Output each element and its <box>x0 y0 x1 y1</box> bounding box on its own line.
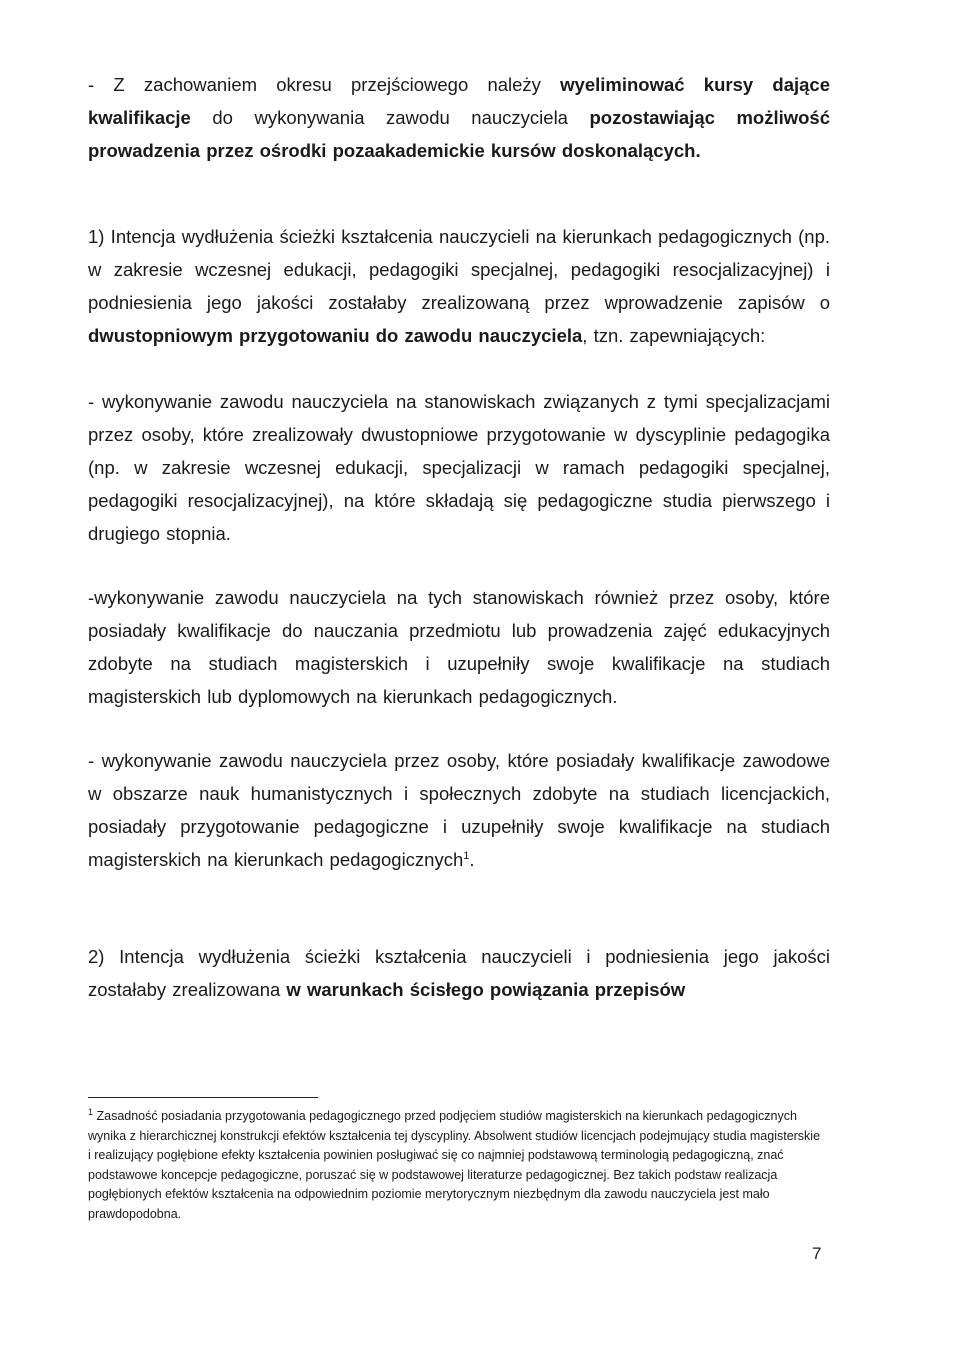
text: . <box>469 849 475 870</box>
footnote-separator <box>88 1097 318 1098</box>
footnote-text: Zasadność posiadania przygotowania pedagogicznego przed podjęciem studiów magisterskich na kierunkach pedagogicznych wynika z hierarchicznej konstrukcji efektów kształcenia tej dyscypliny. Absolwent studiów licencjach podejmujący studia magisterskie i realizujący pogłębione efekty kształcenia powinien posługiwać się co najmniej podstawową terminologią pedagogiczną, znać podstawowe koncepcje pedagogiczne, poruszać się w podstawowej literaturze pedagogicznej. Bez takich podstaw realizacja pogłębionych efektów kształcenia na odpowiednim poziomie merytorycznym niezbędnym dla zawodu nauczyciela jest mało prawdopodobna. <box>88 1109 821 1221</box>
bold-text: pozostawiając możliwość prowadzenia przez ośrodki pozaakademickie kursów doskonalących. <box>88 107 830 161</box>
paragraph-courses <box>88 68 830 167</box>
text: - wykonywanie zawodu nauczyciela przez osoby, które posiadały kwalifikacje zawodowe w obszarze nauk humanistycznych i społecznych zdobyte na studiach licencjackich, posiadały przygotowanie pedagogiczne i uzupełniły swoje kwalifikacje na studiach magisterskich na kierunkach pedagogicznych <box>88 750 830 870</box>
bold-text: dwustopniowym przygotowaniu do zawodu nauczyciela <box>88 325 583 346</box>
document-body <box>88 68 830 1006</box>
bold-text: w warunkach ścisłego powiązania przepisów <box>286 979 686 1000</box>
paragraph-bullet-masters: -wykonywanie zawodu nauczyciela na tych stanowiskach również przez osoby, które posiadały kwalifikacje do nauczania przedmiotu lub prowadzenia zajęć edukacyjnych zdobyte na studiach magisterskich i uzupełniły swoje kwalifikacje na studiach magisterskich lub dyplomowych na kierunkach pedagogicznych. <box>88 587 830 707</box>
paragraph-intention-2 <box>88 940 830 1006</box>
paragraph-bullet-licencjat <box>88 744 830 876</box>
footnote <box>88 1107 823 1224</box>
text: do wykonywania zawodu nauczyciela <box>190 107 590 128</box>
paragraph-intention-1 <box>88 220 830 352</box>
footnote-reference[interactable]: 1 <box>463 849 470 862</box>
text: , tzn. zapewniających: <box>582 325 766 346</box>
footnote-marker: 1 <box>88 1106 94 1117</box>
paragraph-bullet-specializations: - wykonywanie zawodu nauczyciela na stanowiskach związanych z tymi specjalizacjami przez osoby, które zrealizowały dwustopniowe przygotowanie w dyscyplinie pedagogika (np. w zakresie wczesnej edukacji, specjalizacji w ramach pedagogiki specjalnej, pedagogiki resocjalizacyjnej), na które składają się pedagogiczne studia pierwszego i drugiego stopnia. <box>88 391 830 544</box>
page-number: 7 <box>812 1244 822 1263</box>
text: 2) Intencja wydłużenia ścieżki kształcenia nauczycieli i podniesienia jego jakości zostałaby zrealizowana <box>88 946 830 1000</box>
text: 1) Intencja wydłużenia ścieżki kształcenia nauczycieli na kierunkach pedagogicznych (np. w zakresie wczesnej edukacji, pedagogiki specjalnej, pedagogiki resocjalizacyjnej) i podniesienia jego jakości zostałaby zrealizowaną przez wprowadzenie zapisów o <box>88 226 830 313</box>
text: - Z zachowaniem okresu przejściowego należy <box>88 74 561 95</box>
bold-text: wyeliminować kursy dające kwalifikacje <box>88 74 830 128</box>
